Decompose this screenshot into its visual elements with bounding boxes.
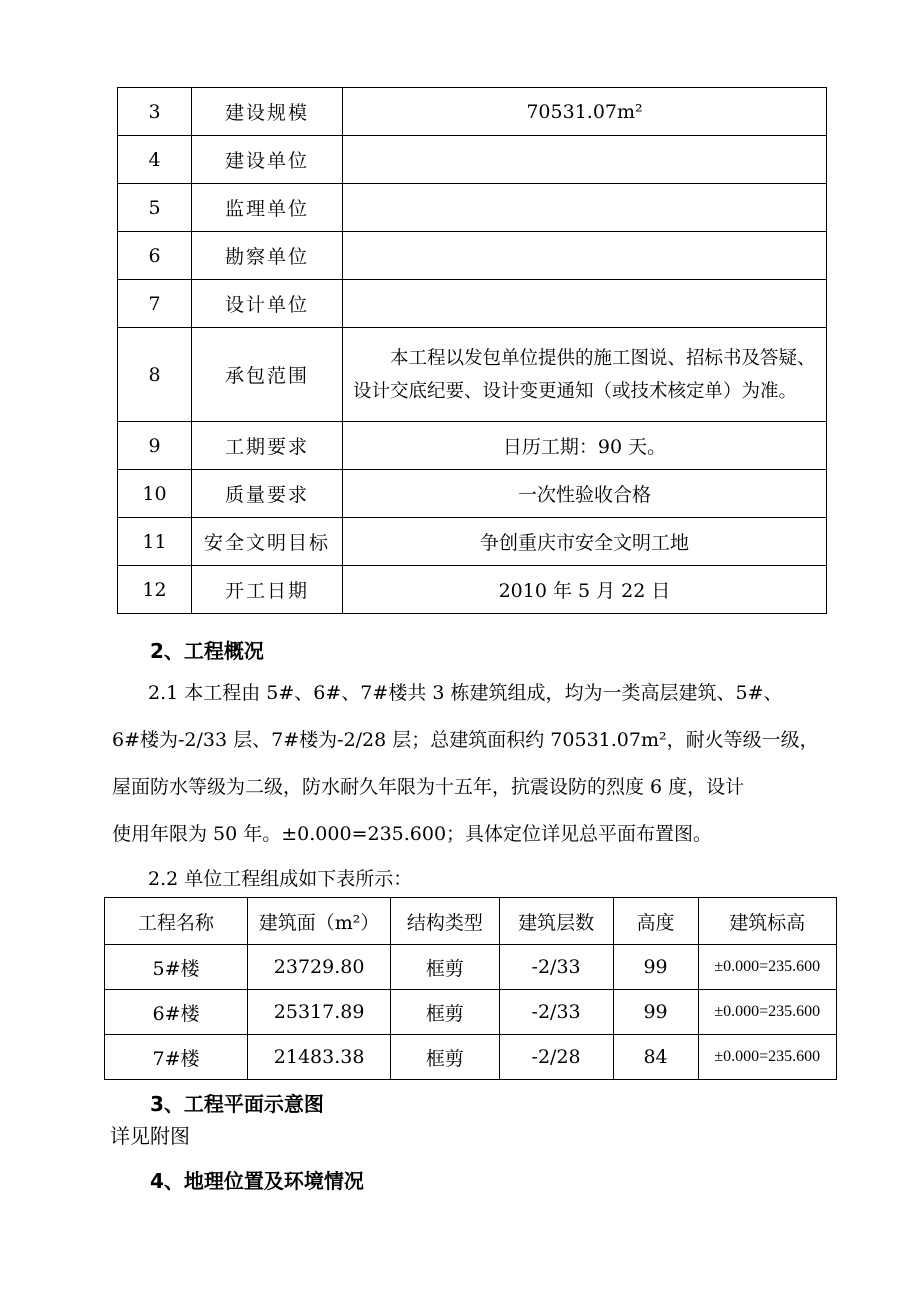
- table-cell: 框剪: [391, 945, 499, 990]
- table-cell: 21483.38: [248, 1035, 391, 1080]
- column-header: 结构类型: [391, 898, 499, 945]
- info-row: [118, 566, 827, 614]
- item-value: 2010 年 5 月 22 日: [343, 566, 827, 614]
- item-value: [343, 232, 827, 280]
- info-row: [118, 136, 827, 184]
- table-cell: 6#楼: [105, 990, 248, 1035]
- paragraph-line: 使用年限为 50 年。±0.000=235.600；具体定位详见总平面布置图。: [112, 823, 713, 845]
- table-cell: 7#楼: [105, 1035, 248, 1080]
- info-row: [118, 470, 827, 518]
- row-number: 12: [118, 566, 192, 614]
- row-number: 5: [118, 184, 192, 232]
- item-name: 监理单位: [192, 184, 343, 232]
- item-value: 一次性验收合格: [343, 470, 827, 518]
- section-4-title: 4、地理位置及环境情况: [150, 1169, 364, 1193]
- paragraph-2-2: 2.2 单位工程组成如下表所示：: [148, 868, 413, 890]
- item-name: 承包范围: [192, 328, 343, 422]
- info-row: [118, 422, 827, 470]
- row-number: 4: [118, 136, 192, 184]
- table-cell: 99: [613, 945, 698, 990]
- row-number: 10: [118, 470, 192, 518]
- item-value: 本工程以发包单位提供的施工图说、招标书及答疑、设计交底纪要、设计变更通知（或技术核定单）为准。: [343, 328, 827, 422]
- section-2-title: 2、工程概况: [150, 639, 264, 663]
- row-number: 7: [118, 280, 192, 328]
- info-row: [118, 184, 827, 232]
- info-row: [118, 280, 827, 328]
- column-header: 建筑层数: [499, 898, 613, 945]
- table-cell: ±0.000=235.600: [698, 945, 836, 990]
- column-header: 建筑标高: [698, 898, 836, 945]
- paragraph-line: 屋面防水等级为二级，防水耐久年限为十五年，抗震设防的烈度 6 度，设计: [112, 776, 745, 798]
- row-number: 8: [118, 328, 192, 422]
- table-cell: 5#楼: [105, 945, 248, 990]
- table-row: [105, 1035, 837, 1080]
- item-name: 工期要求: [192, 422, 343, 470]
- paragraph-2-1: [112, 670, 832, 858]
- table-cell: 23729.80: [248, 945, 391, 990]
- table-cell: -2/33: [499, 990, 613, 1035]
- table-row: [105, 945, 837, 990]
- info-row: [118, 232, 827, 280]
- table-cell: 框剪: [391, 1035, 499, 1080]
- item-value: [343, 136, 827, 184]
- row-number: 6: [118, 232, 192, 280]
- table-cell: 25317.89: [248, 990, 391, 1035]
- paragraph-line: 2.1 本工程由 5#、6#、7#楼共 3 栋建筑组成，均为一类高层建筑、5#、: [148, 682, 783, 704]
- column-header: 建筑面（m²）: [248, 898, 391, 945]
- item-value: 70531.07m²: [343, 88, 827, 136]
- info-row: [118, 88, 827, 136]
- item-value: 日历工期：90 天。: [343, 422, 827, 470]
- row-number: 11: [118, 518, 192, 566]
- paragraph-line: 6#楼为-2/33 层、7#楼为-2/28 层；总建筑面积约 70531.07m²，耐火等级一级，: [112, 729, 819, 751]
- unit-composition-table: [104, 897, 837, 1080]
- item-name: 安全文明目标: [192, 518, 343, 566]
- item-name: 建设单位: [192, 136, 343, 184]
- table-row: [105, 990, 837, 1035]
- item-value: [343, 280, 827, 328]
- info-row: [118, 328, 827, 422]
- item-value: [343, 184, 827, 232]
- info-row: [118, 518, 827, 566]
- table-cell: ±0.000=235.600: [698, 1035, 836, 1080]
- column-header: 高度: [613, 898, 698, 945]
- section-3-text: 详见附图: [110, 1124, 190, 1148]
- table-cell: 99: [613, 990, 698, 1035]
- section-3-title: 3、工程平面示意图: [150, 1092, 324, 1116]
- item-value: 争创重庆市安全文明工地: [343, 518, 827, 566]
- table-cell: 84: [613, 1035, 698, 1080]
- item-name: 开工日期: [192, 566, 343, 614]
- row-number: 3: [118, 88, 192, 136]
- table-cell: -2/33: [499, 945, 613, 990]
- row-number: 9: [118, 422, 192, 470]
- table-cell: ±0.000=235.600: [698, 990, 836, 1035]
- item-name: 质量要求: [192, 470, 343, 518]
- table-cell: -2/28: [499, 1035, 613, 1080]
- column-header: 工程名称: [105, 898, 248, 945]
- item-name: 设计单位: [192, 280, 343, 328]
- table-cell: 框剪: [391, 990, 499, 1035]
- item-name: 建设规模: [192, 88, 343, 136]
- project-info-table: [117, 87, 827, 614]
- unit-table-header: [105, 898, 837, 945]
- item-name: 勘察单位: [192, 232, 343, 280]
